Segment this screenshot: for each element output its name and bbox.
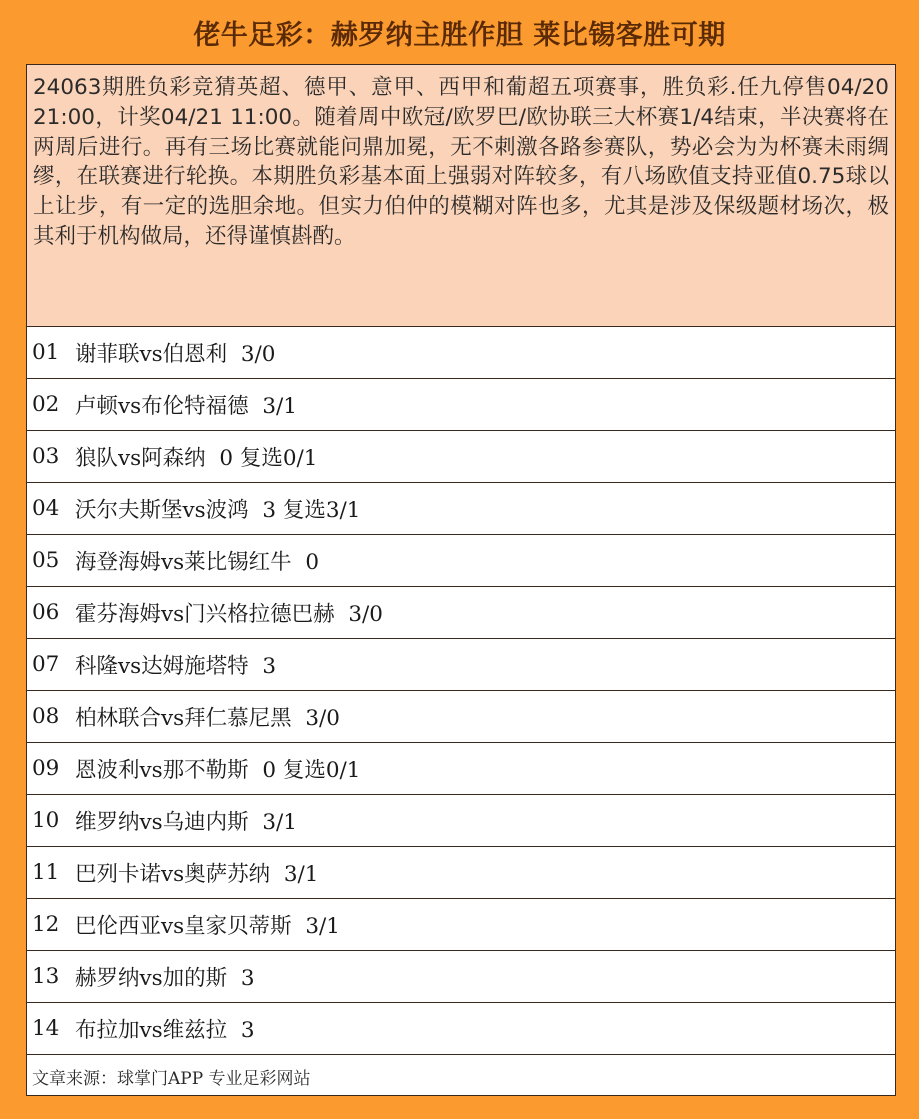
match-row <box>27 327 895 379</box>
match-text: 沃尔夫斯堡vs波鸿 3 复选3/1 <box>75 498 361 523</box>
match-text: 海登海姆vs莱比锡红牛 0 <box>75 550 320 575</box>
match-text: 科隆vs达姆施塔特 3 <box>75 654 277 679</box>
match-text: 柏林联合vs拜仁慕尼黑 3/0 <box>75 706 340 731</box>
match-number: 03 <box>32 444 60 469</box>
intro-paragraph: 24063期胜负彩竞猜英超、德甲、意甲、西甲和葡超五项赛事，胜负彩.任九停售04/20 21:00，计奖04/21 11:00。随着周中欧冠/欧罗巴/欧协联三大杯赛1/4结束，半决赛将在两周后进行。再有三场比赛就能问鼎加冕，无不刺激各路参赛队，势必会为为杯赛未雨绸缪，在联赛进行轮换。本期胜负彩基本面上强弱对阵较多，有八场欧值支持亚值0.75球以上让步，有一定的选胆余地。但实力伯仲的模糊对阵也多，尤其是涉及保级题材场次，极其利于机构做局，还得谨慎斟酌。 <box>27 65 895 327</box>
content-panel <box>26 64 896 1096</box>
match-row <box>27 951 895 1003</box>
match-text: 卢顿vs布伦特福德 3/1 <box>75 394 297 419</box>
match-row <box>27 639 895 691</box>
match-number: 08 <box>32 704 60 729</box>
match-row <box>27 847 895 899</box>
match-number: 01 <box>32 340 60 365</box>
match-number: 12 <box>32 912 60 937</box>
match-number: 11 <box>32 860 60 885</box>
match-number: 14 <box>32 1016 60 1041</box>
match-text: 谢菲联vs伯恩利 3/0 <box>75 342 276 367</box>
source-credit: 文章来源：球掌门APP 专业足彩网站 <box>32 1069 311 1089</box>
match-number: 10 <box>32 808 60 833</box>
match-row <box>27 795 895 847</box>
match-row <box>27 899 895 951</box>
match-text: 巴伦西亚vs皇家贝蒂斯 3/1 <box>75 914 340 939</box>
match-row <box>27 379 895 431</box>
match-row <box>27 483 895 535</box>
match-row <box>27 535 895 587</box>
match-row <box>27 587 895 639</box>
match-row <box>27 691 895 743</box>
match-text: 赫罗纳vs加的斯 3 <box>75 966 255 991</box>
page-title: 佬牛足彩：赫罗纳主胜作胆 莱比锡客胜可期 <box>193 19 726 51</box>
title-bar <box>0 0 919 64</box>
match-text: 布拉加vs维兹拉 3 <box>75 1018 255 1043</box>
match-number: 06 <box>32 600 60 625</box>
match-text: 霍芬海姆vs门兴格拉德巴赫 3/0 <box>75 602 383 627</box>
match-row <box>27 743 895 795</box>
match-row <box>27 1003 895 1055</box>
match-number: 07 <box>32 652 60 677</box>
match-text: 恩波利vs那不勒斯 0 复选0/1 <box>75 758 361 783</box>
match-number: 09 <box>32 756 60 781</box>
match-text: 狼队vs阿森纳 0 复选0/1 <box>75 446 318 471</box>
match-text: 维罗纳vs乌迪内斯 3/1 <box>75 810 297 835</box>
match-number: 02 <box>32 392 60 417</box>
match-text: 巴列卡诺vs奥萨苏纳 3/1 <box>75 862 319 887</box>
match-row <box>27 431 895 483</box>
match-number: 05 <box>32 548 60 573</box>
match-number: 04 <box>32 496 60 521</box>
match-number: 13 <box>32 964 60 989</box>
